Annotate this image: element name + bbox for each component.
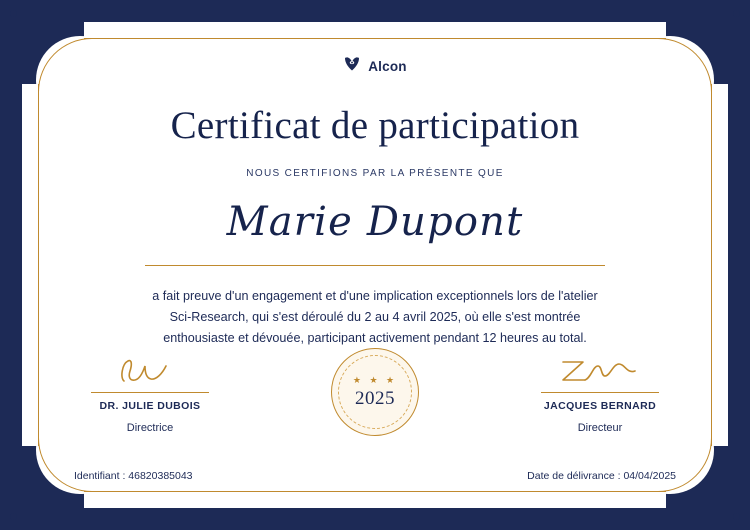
handwritten-signature-right-icon (510, 344, 690, 388)
gold-divider (145, 265, 605, 266)
brand-logo (60, 56, 690, 77)
signatory-role-right: Directeur (577, 422, 623, 434)
certificate-issue-date: Date de délivrance : 04/04/2025 (527, 470, 676, 482)
handwritten-signature-left-icon (60, 344, 240, 388)
corner-dot-top-left (10, 10, 17, 17)
signature-line-left (91, 392, 209, 393)
seal-stars: ★ ★ ★ (352, 374, 398, 385)
certificate-content (60, 44, 690, 486)
brand-name: Alcon (368, 59, 407, 74)
corner-dot-top-right (733, 10, 740, 17)
signature-block-left (60, 344, 240, 434)
recipient-name: Marie Dupont (226, 199, 524, 245)
certificate-seal (331, 348, 419, 436)
certificate-body-text: a fait preuve d'un engagement et d'une implication exceptionnels lors de l'atelier Sci-Research, qui s'est déroulé du 2 au 4 avril 2025, où elle s'est montrée enthousiaste et dévouée, participant activement pendant 12 heures au total. (152, 289, 598, 345)
certificate-subtitle: NOUS CERTIFIONS PAR LA PRÉSENTE QUE (246, 168, 504, 179)
signatory-name-left: DR. JULIE DUBOIS (99, 400, 201, 412)
corner-dot-bottom-right (733, 513, 740, 520)
signature-block-right (510, 344, 690, 434)
signature-line-right (541, 392, 659, 393)
corner-dot-bottom-left (10, 513, 17, 520)
alcon-heart-eye-logo-icon (343, 56, 361, 77)
seal-year: 2025 (355, 387, 395, 409)
signatory-name-right: JACQUES BERNARD (543, 400, 657, 412)
certificate-identifier: Identifiant : 46820385043 (74, 470, 193, 482)
certificate-title: Certificat de participation (170, 104, 580, 147)
signatory-role-left: Directrice (126, 422, 174, 434)
signatures-row (60, 344, 690, 436)
certificate-footer (74, 470, 676, 482)
